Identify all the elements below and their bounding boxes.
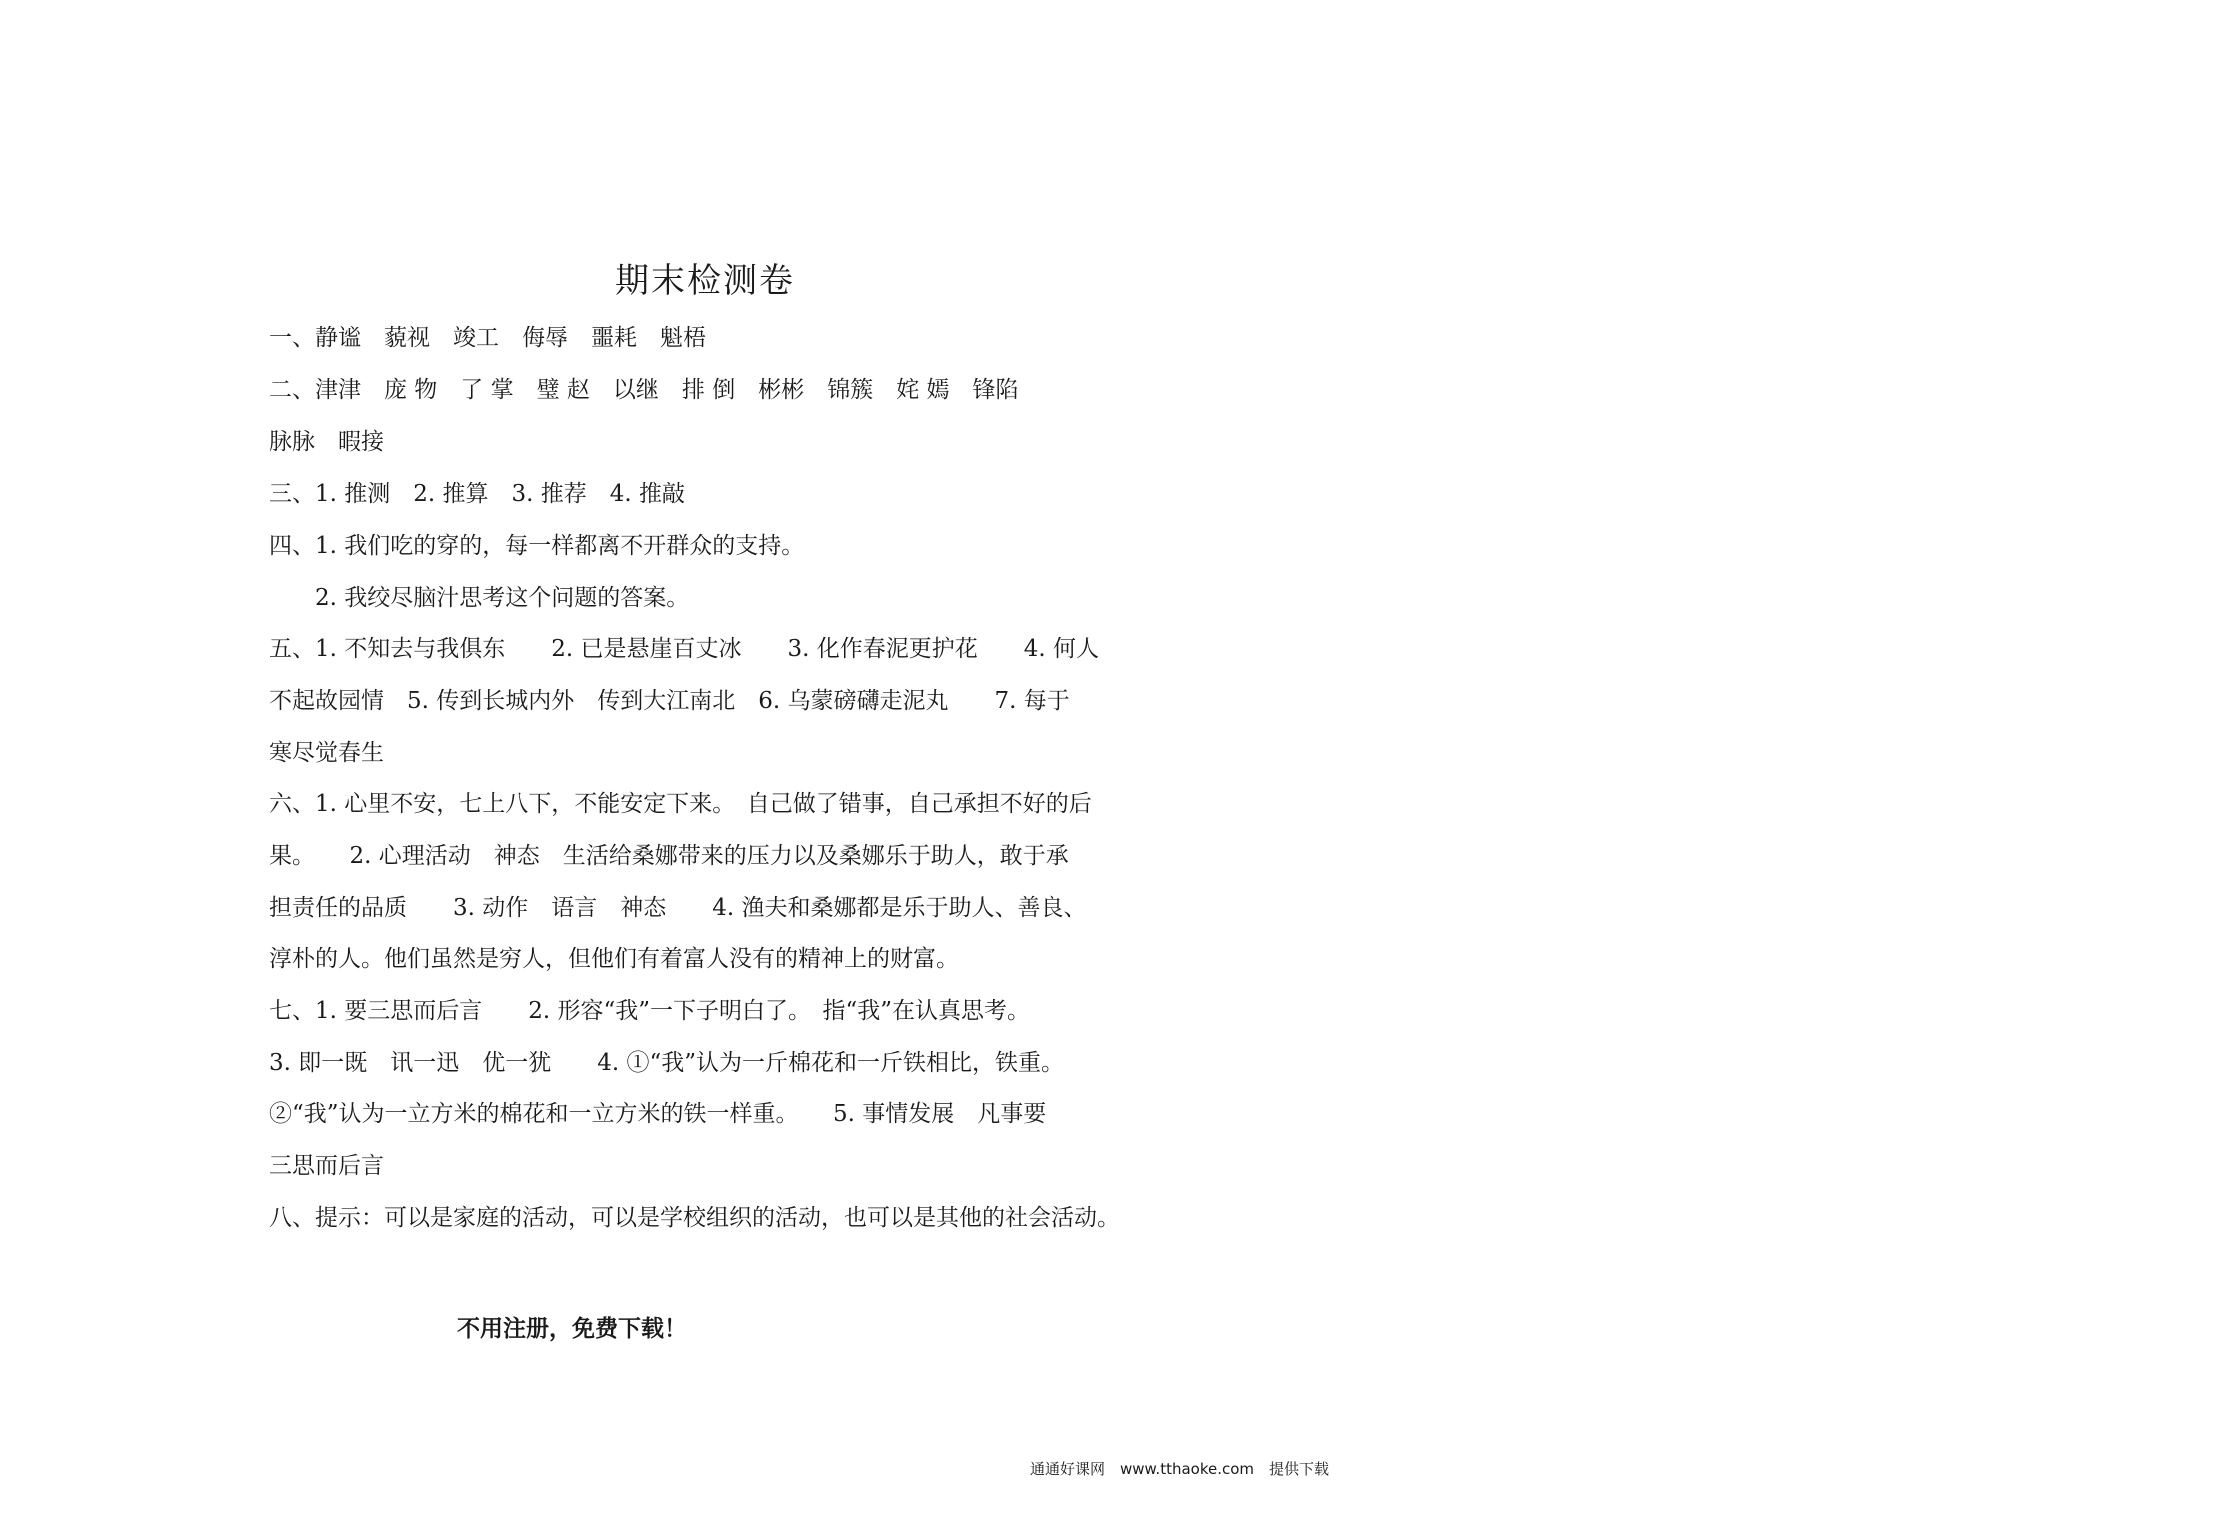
- answer-line: 三、1. 推测 2. 推算 3. 推荐 4. 推敲: [269, 481, 686, 507]
- answer-line: 脉脉 暇接: [269, 429, 384, 455]
- answer-line: 3. 即一既 讯一迅 优一犹 4. ①“我”认为一斤棉花和一斤铁相比，铁重。: [269, 1050, 1065, 1076]
- answer-line: ②“我”认为一立方米的棉花和一立方米的铁一样重。 5. 事情发展 凡事要: [269, 1101, 1047, 1127]
- answer-line: 不起故园情 5. 传到长城内外 传到大江南北 6. 乌蒙磅礴走泥丸 7. 每于: [269, 688, 1070, 714]
- answer-line: 四、1. 我们吃的穿的，每一样都离不开群众的支持。: [269, 533, 805, 559]
- answer-line: 三思而后言: [269, 1153, 384, 1179]
- answer-line: 一、静谧 藐视 竣工 侮辱 噩耗 魁梧: [269, 325, 706, 351]
- free-download-notice: 不用注册，免费下载！: [457, 1316, 687, 1342]
- answer-line: 淳朴的人。他们虽然是穷人，但他们有着富人没有的精神上的财富。: [269, 946, 959, 972]
- answer-line: 2. 我绞尽脑汁思考这个问题的答案。: [269, 585, 690, 611]
- answer-line: 五、1. 不知去与我俱东 2. 已是悬崖百丈冰 3. 化作春泥更护花 4. 何人: [269, 636, 1100, 662]
- answer-line: 八、提示：可以是家庭的活动，可以是学校组织的活动，也可以是其他的社会活动。: [269, 1205, 1120, 1231]
- page-footer: 通通好课网 www.tthaoke.com 提供下载: [1030, 1460, 1330, 1478]
- answer-line: 六、1. 心里不安，七上八下，不能安定下来。 自己做了错事，自己承担不好的后: [269, 791, 1092, 817]
- page-title: 期末检测卷: [615, 261, 795, 301]
- answer-line: 担责任的品质 3. 动作 语言 神态 4. 渔夫和桑娜都是乐于助人、善良、: [269, 895, 1087, 921]
- answer-line: 寒尽觉春生: [269, 740, 384, 766]
- answer-line: 果。 2. 心理活动 神态 生活给桑娜带来的压力以及桑娜乐于助人，敢于承: [269, 843, 1069, 869]
- answer-line: 二、津津 庞 物 了 掌 璧 赵 以继 排 倒 彬彬 锦簇 姹 嫣 锋陷: [269, 377, 1019, 403]
- answer-line: 七、1. 要三思而后言 2. 形容“我”一下子明白了。 指“我”在认真思考。: [269, 998, 1031, 1024]
